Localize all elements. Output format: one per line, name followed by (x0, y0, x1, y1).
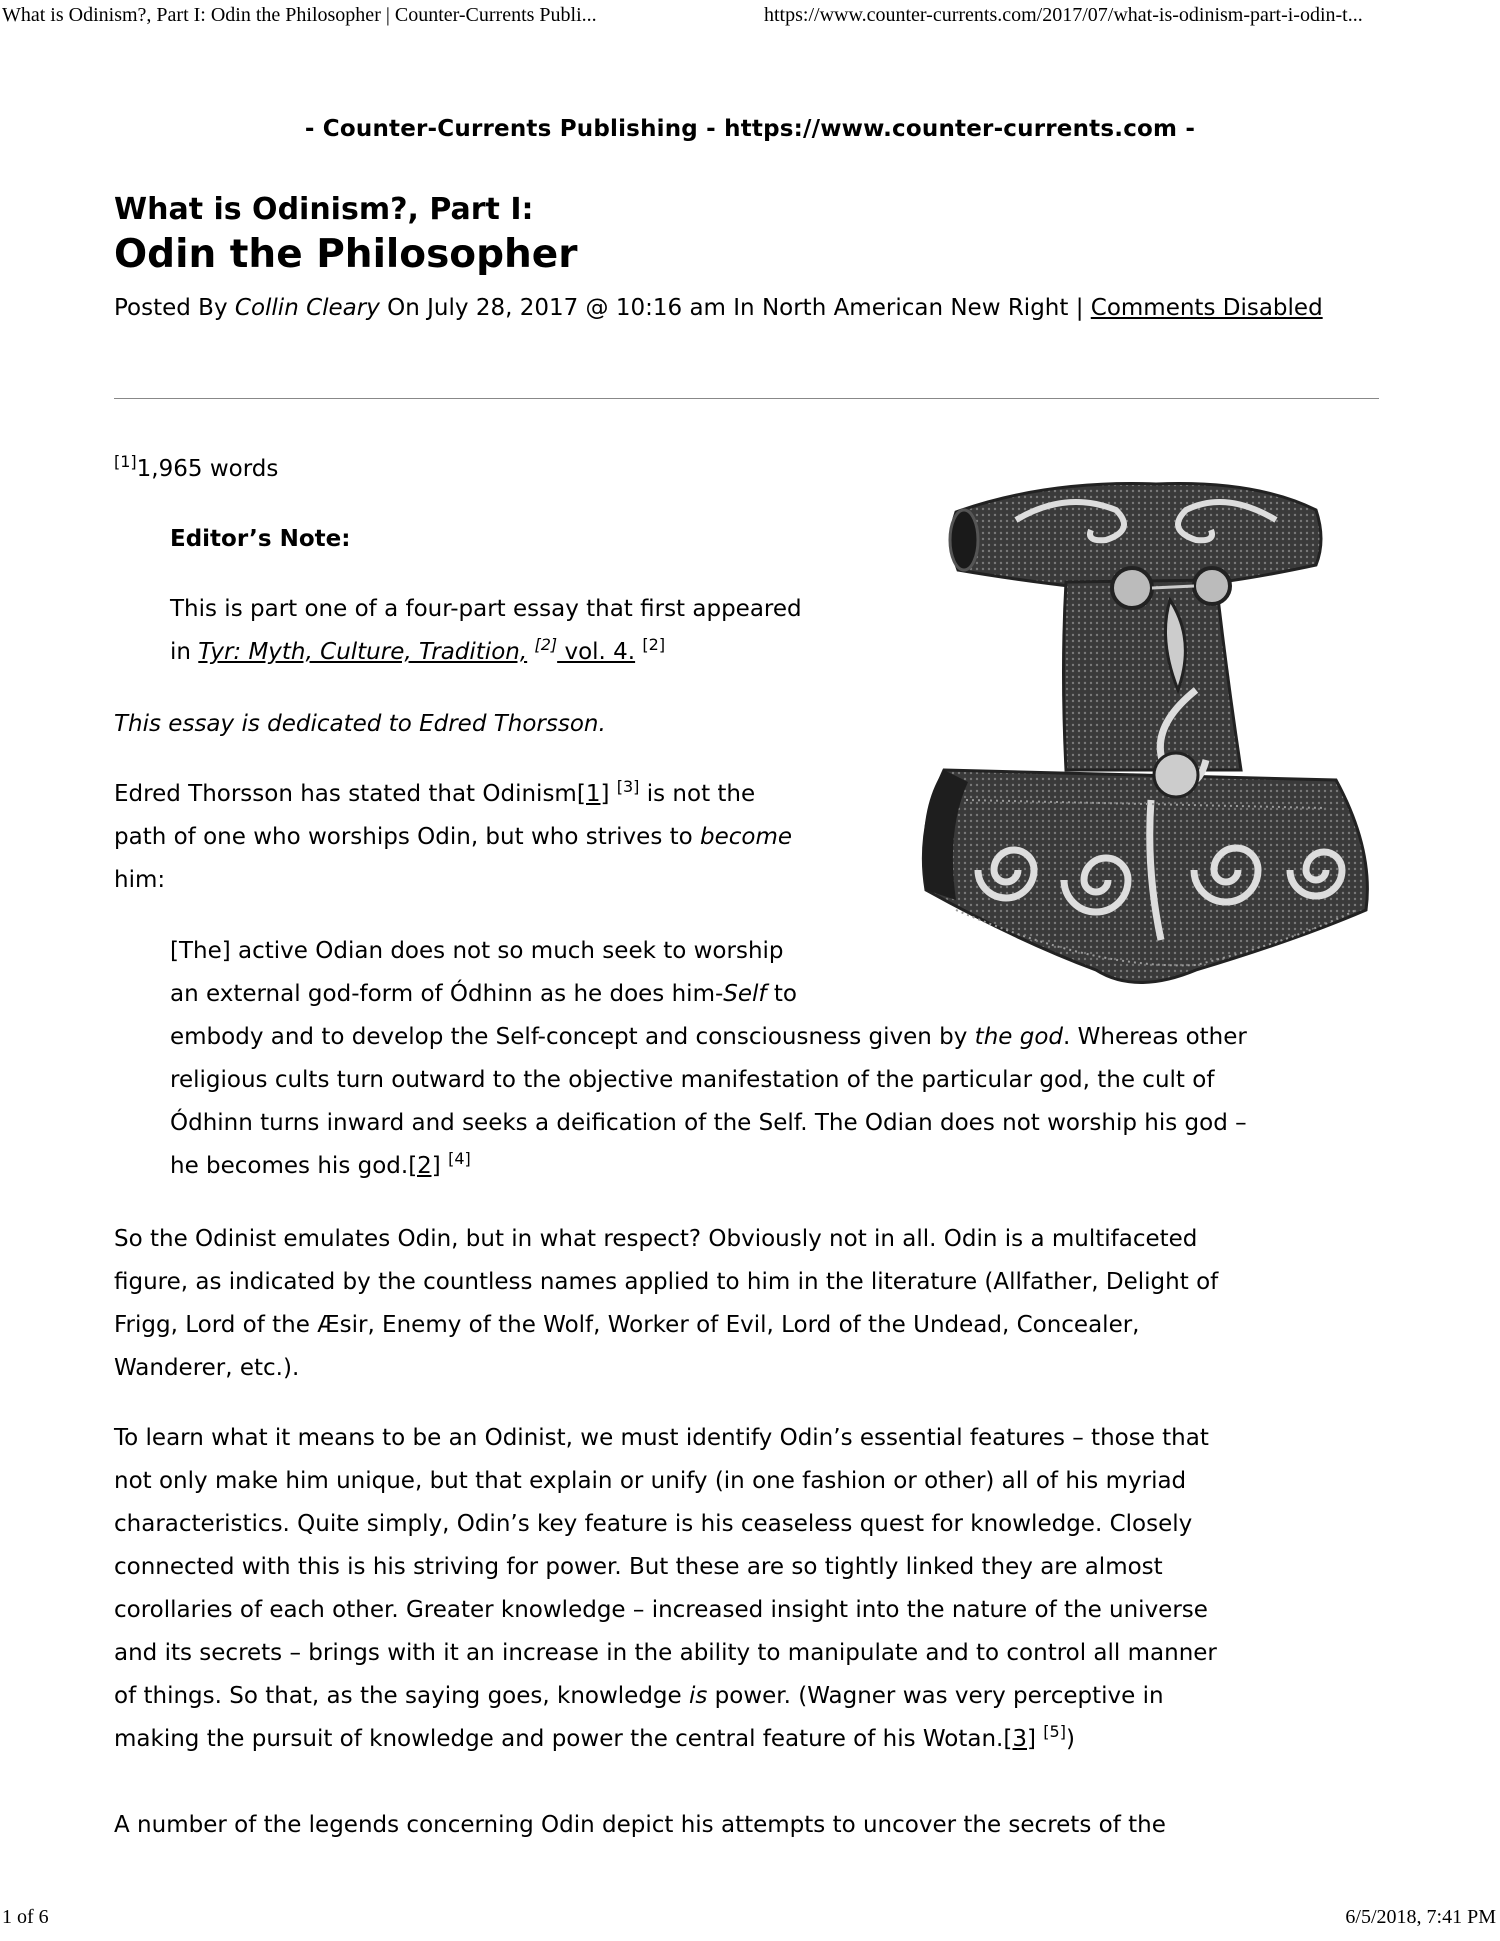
footnote-ref[interactable]: [1] (114, 452, 137, 471)
print-url: https://www.counter-currents.com/2017/07/what-is-odinism-part-i-odin-t... (764, 4, 1363, 26)
byline-prefix: Posted By (114, 295, 235, 321)
blockquote: [The] active Odian does not so much seek to worship an external god-form of Ódhinn as he does him-Self to embody and to develop the Self-concept and consciousness given by the god. Whereas other religious cults turn outward to the objective manifestation of the particular god, the cult of Ódhinn turns inward and seeks a deification of the Self. The Odian does not worship his god – he becomes his god.[2] [4] (170, 938, 1247, 1179)
footnote-link[interactable]: [3] (1003, 1726, 1036, 1752)
byline (114, 292, 1384, 325)
dedication: This essay is dedicated to Edred Thorsson. (114, 711, 606, 737)
site-banner: - Counter-Currents Publishing - https://www.counter-currents.com - (304, 116, 1196, 142)
thors-hammer-icon (896, 470, 1384, 1000)
paragraph: A number of the legends concerning Odin depict his attempts to uncover the secrets of the (114, 1812, 1166, 1838)
editors-note-body (170, 588, 890, 674)
footnote-link[interactable]: [1] (576, 781, 610, 807)
footnote-ref[interactable]: [2] (534, 635, 558, 654)
footnote-link[interactable]: [2] (408, 1153, 441, 1179)
paragraph: Edred Thorsson has stated that Odinism[1] [3] is not the path of one who worships Odin, but who strives to become him: (114, 777, 793, 893)
footnote-ref[interactable]: [2] (642, 635, 666, 654)
editors-note-line: in Tyr: Myth, Culture, Tradition, [2] vol. 4. [2] (170, 635, 666, 665)
article-title-line2: Odin the Philosopher (114, 232, 578, 277)
author-name: Collin Cleary (234, 295, 380, 321)
header-divider (114, 398, 1379, 399)
byline-date-category: On July 28, 2017 @ 10:16 am In North American New Right | (379, 295, 1091, 321)
editors-note-label: Editor’s Note: (170, 526, 351, 552)
volume-link[interactable]: vol. 4. (557, 639, 636, 665)
paragraph: So the Odinist emulates Odin, but in what respect? Obviously not in all. Odin is a multifaceted figure, as indicated by the countless names applied to him in the literature (Allfather, Delight of Frigg, Lord of the Æsir, Enemy of the Wolf, Worker of Evil, Lord of the Undead, Concealer, Wanderer, etc.). (114, 1226, 1219, 1381)
article-title-line1: What is Odinism?, Part I: (114, 192, 534, 227)
footnote-ref[interactable]: [3] (616, 777, 640, 796)
print-page-title: What is Odinism?, Part I: Odin the Philosopher | Counter-Currents Publi... (2, 4, 597, 26)
page-count: 1 of 6 (2, 1906, 49, 1928)
print-footer (0, 1906, 1500, 1936)
print-timestamp: 6/5/2018, 7:41 PM (1345, 1906, 1496, 1928)
paragraph: To learn what it means to be an Odinist, we must identify Odin’s essential features – those that not only make him unique, but that explain or unify (in one fashion or other) all of his myriad characteristics. Quite simply, Odin’s key feature is his ceaseless quest for knowledge. Closely connected with this is his striving for power. But these are so tightly linked they are almost corollaries of each other. Greater knowledge – increased insight into the nature of the universe and its secrets – brings with it an increase in the ability to manipulate and to control all manner of things. So that, as the saying goes, knowledge is power. (Wagner was very perceptive in making the pursuit of knowledge and power the central feature of his Wotan.[3] [5]) (114, 1425, 1217, 1752)
footnote-ref[interactable]: [4] (448, 1149, 471, 1168)
word-count: 1,965 words (136, 456, 279, 482)
tyr-publication-link[interactable]: Tyr: Myth, Culture, Tradition, (198, 639, 528, 665)
editors-note-line: This is part one of a four-part essay that first appeared (170, 596, 802, 622)
comments-disabled-link[interactable]: Comments Disabled (1090, 295, 1323, 321)
print-header (0, 4, 1500, 34)
footnote-ref[interactable]: [5] (1043, 1722, 1066, 1741)
